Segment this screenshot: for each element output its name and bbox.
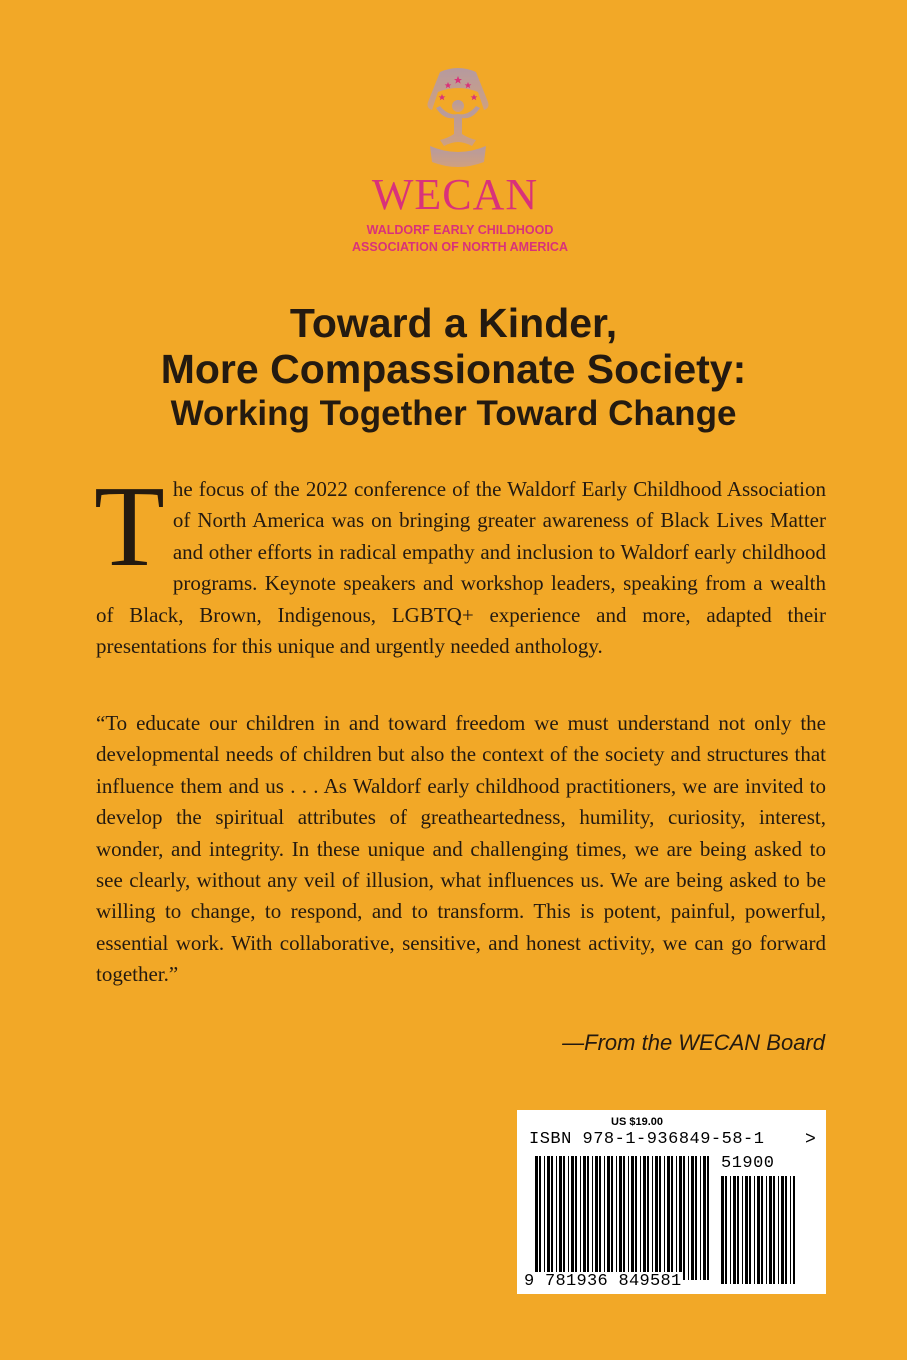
subtitle: Working Together Toward Change: [170, 394, 737, 433]
description-text: he focus of the 2022 conference of the Waldorf Early Childhood Association of North America was on bringing greater awareness of Black Lives Matter and other efforts in radical empathy and inclusion to Waldorf early childhood programs. Keynote speakers and workshop leaders, speaking from a wealth of Black, Brown, Indigenous, LGBTQ+ experience and more, adapted their presentations for this unique and urgently needed anthology.: [96, 477, 826, 659]
barcode-bar: [730, 1176, 731, 1284]
barcode-bar: [539, 1156, 541, 1280]
barcode-bar: [623, 1156, 625, 1280]
quote-paragraph: “To educate our children in and toward freedom we must understand not only the developmental needs of children but also the context of the society and structures that influence them and us . . . As Waldorf early childhood practitioners, we are invited to develop the spiritual attributes of greatheartedness, humility, curiosity, interest, wonder, and integrity. In these unique and challenging times, we are being asked to see clearly, without any veil of illusion, what influences us. We are being asked to be willing to change, to respond, and to transform. This is potent, painful, powerful, essential work. With collaborative, sensitive, and honest activity, we can go forward together.”: [96, 711, 826, 987]
barcode-bar: [631, 1156, 634, 1280]
barcode-bar: [643, 1156, 646, 1280]
barcode-bar: [703, 1156, 706, 1280]
barcode-box: [517, 1110, 826, 1294]
barcode-bar: [721, 1176, 724, 1284]
barcode-bar: [559, 1156, 562, 1280]
barcode-bar: [754, 1176, 755, 1284]
book-title: [0, 300, 907, 436]
description-paragraph: [94, 463, 826, 662]
barcode-bar: [583, 1156, 586, 1280]
arrow-glyph: >: [805, 1130, 816, 1150]
ean-barcode-bars: [535, 1156, 711, 1280]
addon-code: 51900: [721, 1154, 775, 1173]
barcode-bar: [679, 1156, 682, 1280]
barcode-bar: [575, 1156, 577, 1280]
org-line-1: WALDORF EARLY CHILDHOOD: [366, 223, 554, 237]
barcode-bar: [707, 1156, 709, 1280]
barcode-bar: [749, 1176, 751, 1284]
barcode-bar: [683, 1156, 685, 1280]
barcode-bar: [587, 1156, 589, 1280]
barcode-bar: [664, 1156, 665, 1280]
barcode-bar: [766, 1176, 767, 1284]
wecan-wordmark: WECAN: [371, 170, 539, 219]
barcode-bar: [640, 1156, 641, 1280]
barcode-bar: [790, 1176, 791, 1284]
barcode-bar: [655, 1156, 658, 1280]
barcode-bar: [628, 1156, 629, 1280]
barcode-bar: [778, 1176, 779, 1284]
barcode-bar: [761, 1176, 763, 1284]
barcode-bar: [547, 1156, 550, 1280]
barcode-bar: [563, 1156, 565, 1280]
barcode-bar: [551, 1156, 553, 1280]
barcode-bar: [742, 1176, 743, 1284]
drop-cap: T: [94, 463, 165, 591]
barcode-bar: [580, 1156, 581, 1280]
barcode-bar: [667, 1156, 670, 1280]
barcode-bar: [611, 1156, 613, 1280]
addon-barcode-bars: [721, 1176, 795, 1284]
barcode-bar: [769, 1176, 772, 1284]
barcode-bar: [619, 1156, 622, 1280]
org-line-2: ASSOCIATION OF NORTH AMERICA: [352, 240, 568, 254]
quote-attribution: —From the WECAN Board: [562, 1030, 825, 1055]
organization-name: [330, 222, 590, 256]
barcode-bar: [544, 1156, 545, 1280]
barcode-bar: [592, 1156, 593, 1280]
barcode-bar: [700, 1156, 701, 1280]
barcode-bar: [725, 1176, 727, 1284]
barcode-bar: [691, 1156, 694, 1280]
barcode-bar: [599, 1156, 601, 1280]
barcode-bar: [793, 1176, 795, 1284]
barcode-bar: [556, 1156, 557, 1280]
barcode-bar: [733, 1176, 736, 1284]
barcode-bar: [595, 1156, 598, 1280]
barcode-bar: [671, 1156, 673, 1280]
barcode-bar: [635, 1156, 637, 1280]
barcode-bar: [737, 1176, 739, 1284]
barcode-bar: [676, 1156, 677, 1280]
price-label: US $19.00: [611, 1116, 663, 1128]
barcode-bar: [773, 1176, 775, 1284]
barcode-bar: [757, 1176, 760, 1284]
title-line-2: More Compassionate Society:: [160, 346, 747, 392]
barcode-bar: [781, 1176, 784, 1284]
barcode-bar: [659, 1156, 661, 1280]
barcode-bar: [535, 1156, 538, 1280]
barcode-bar: [745, 1176, 748, 1284]
barcode-bar: [652, 1156, 653, 1280]
barcode-bar: [607, 1156, 610, 1280]
isbn-label: ISBN 978-1-936849-58-1: [529, 1130, 765, 1149]
wecan-logo-icon: [418, 62, 498, 172]
barcode-bar: [695, 1156, 697, 1280]
ean-digits: 9 781936 849581: [524, 1272, 682, 1291]
barcode-bar: [647, 1156, 649, 1280]
title-line-1: Toward a Kinder,: [289, 300, 618, 346]
barcode-bar: [568, 1156, 569, 1280]
barcode-bar: [688, 1156, 689, 1280]
barcode-bar: [785, 1176, 787, 1284]
barcode-bar: [604, 1156, 605, 1280]
barcode-bar: [616, 1156, 617, 1280]
barcode-bar: [571, 1156, 574, 1280]
